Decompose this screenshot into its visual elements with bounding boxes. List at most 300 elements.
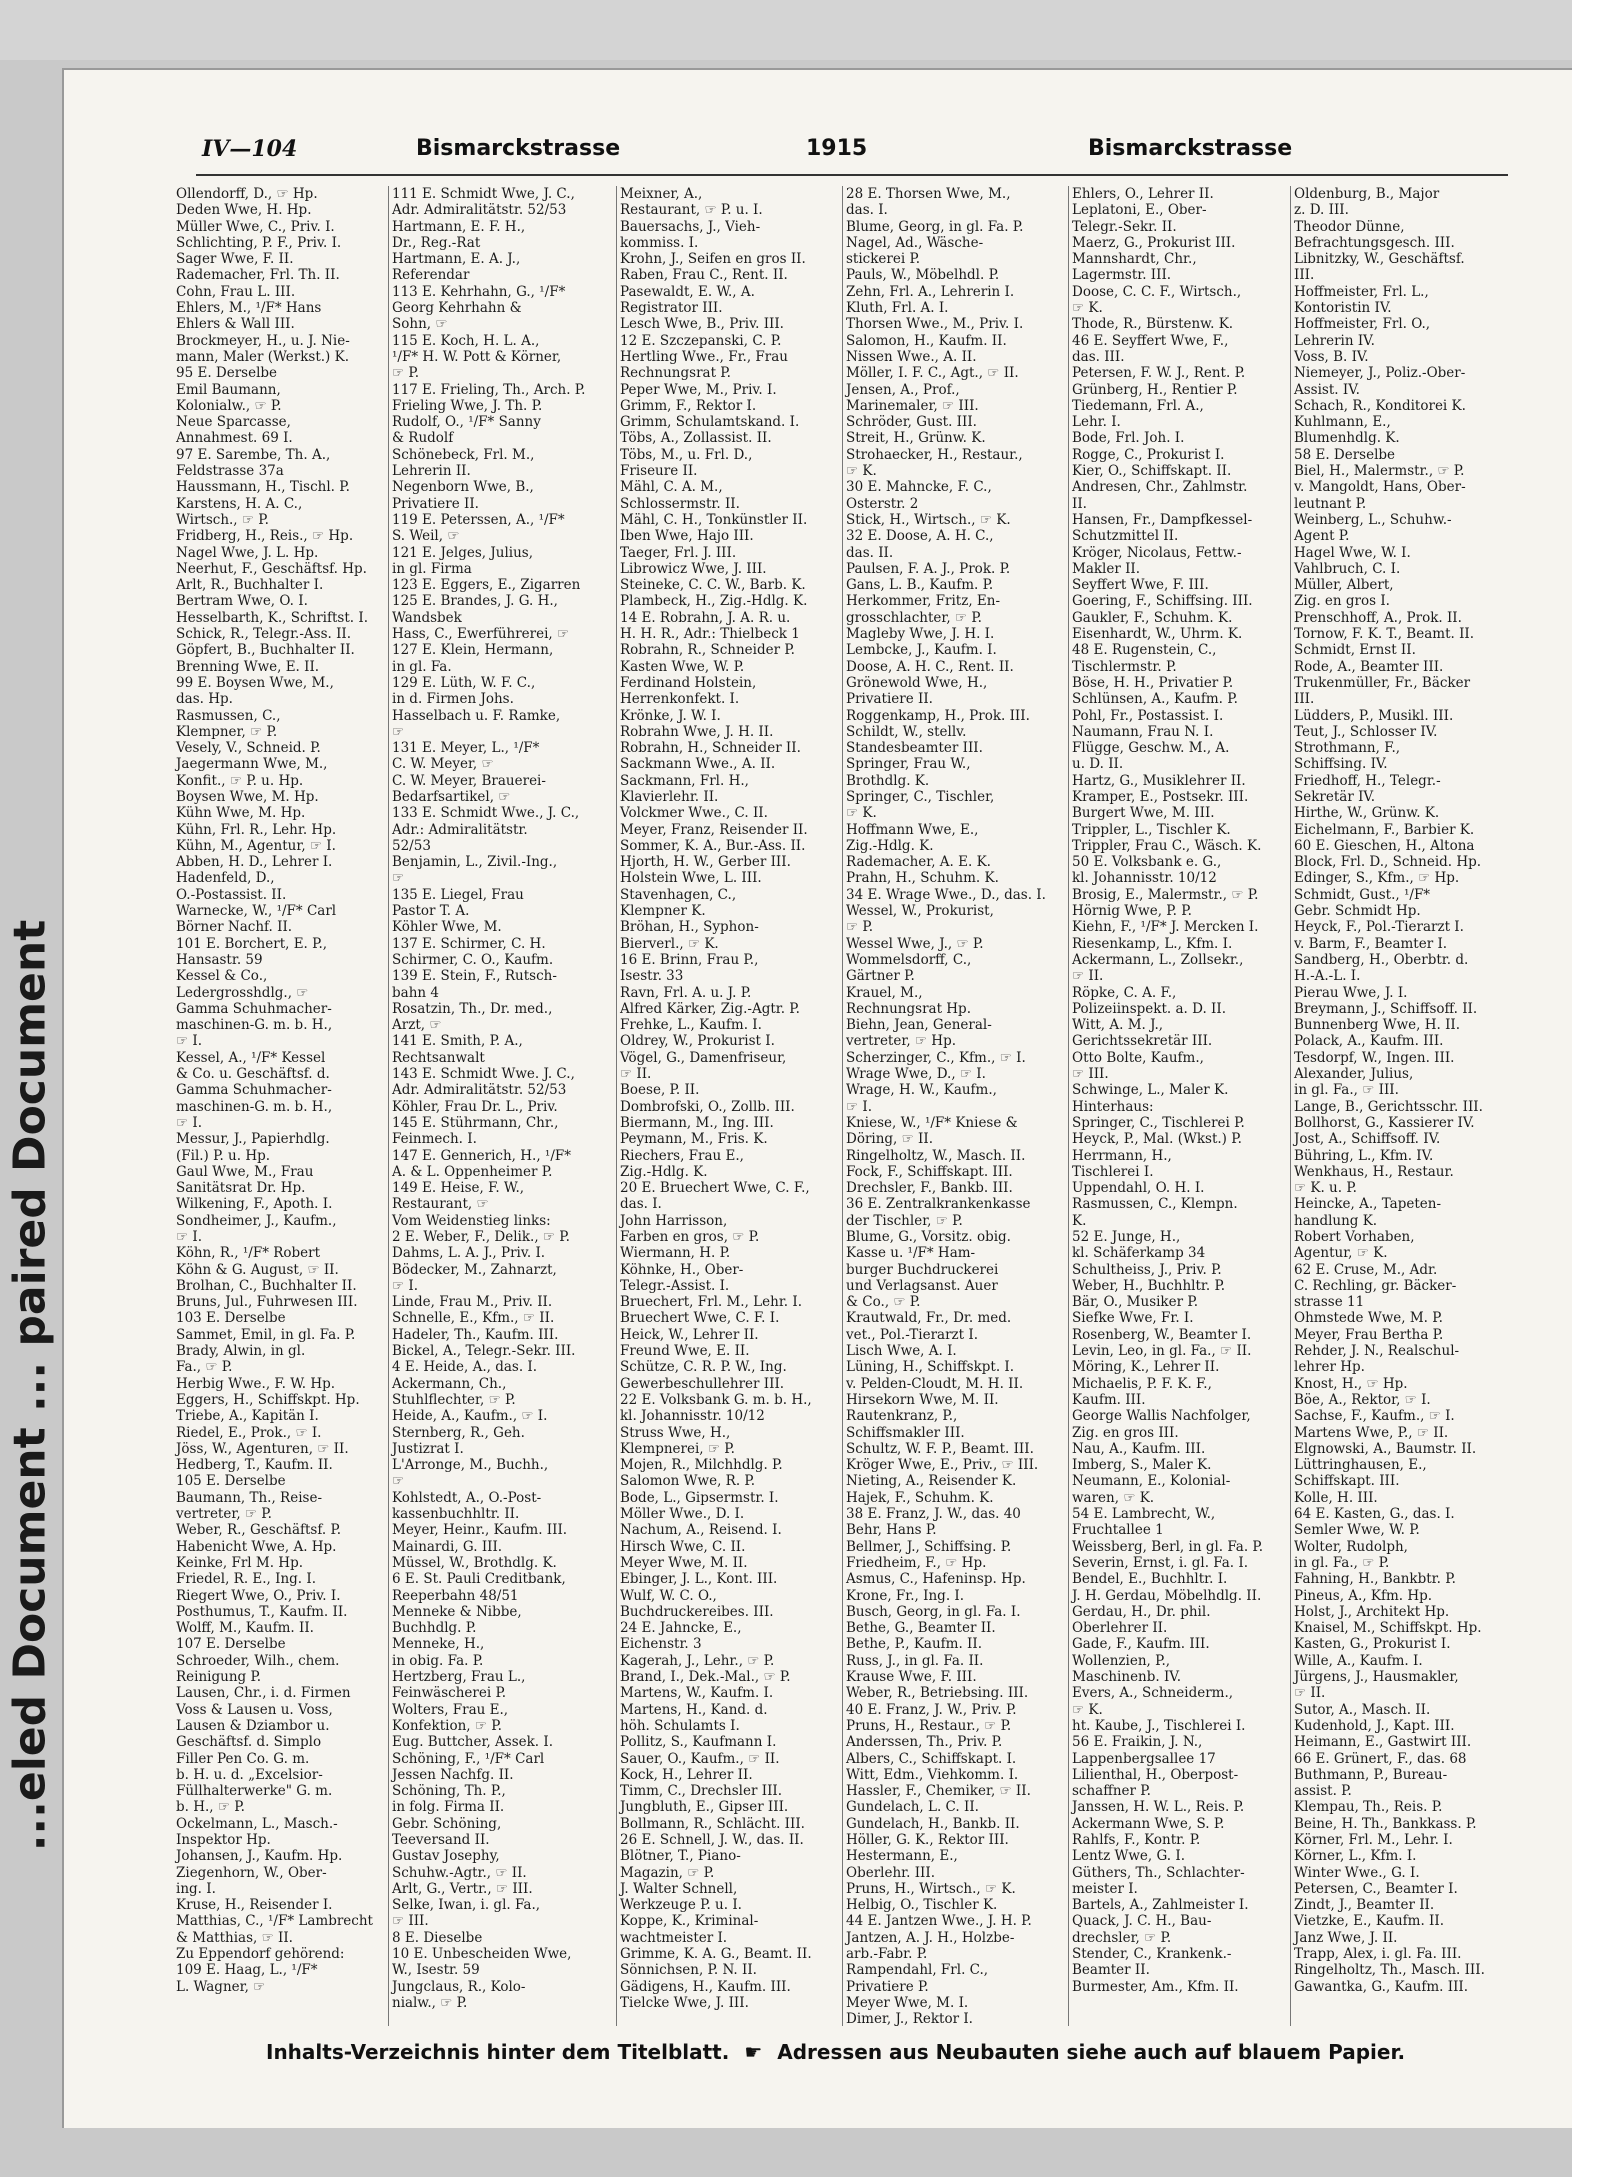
directory-entry-line: 115 E. Koch, H. L. A., [392, 332, 540, 349]
directory-entry-line: Busch, Georg, in gl. Fa. I. [846, 1603, 1021, 1620]
directory-entry-line: Breymann, J., Schiffsoff. II. [1294, 1000, 1478, 1017]
directory-entry-line: Kiehn, F., ¹/F* J. Mercken I. [1072, 919, 1259, 936]
directory-entry-line: Heide, A., Kaufm., ☞ I. [392, 1408, 548, 1425]
directory-entry-line: Rampendahl, Frl. C., [846, 1962, 989, 1979]
directory-entry-line: Schiffskapt. III. [1294, 1473, 1400, 1490]
directory-entry-line: 99 E. Boysen Wwe, M., [176, 674, 334, 691]
directory-entry-line: Lüdders, P., Musikl. III. [1294, 707, 1454, 724]
directory-entry-line: leutnant P. [1294, 495, 1367, 512]
directory-entry-line: das. I. [846, 202, 888, 219]
directory-entry-line: Kessel & Co., [176, 968, 268, 985]
directory-entry-line: Magazin, ☞ P. [620, 1864, 715, 1881]
directory-entry-line: Eichelmann, F., Barbier K. [1294, 821, 1475, 838]
directory-entry-line: Geschäftsf. d. Simplo [176, 1734, 322, 1751]
directory-entry-line: Bühring, L., Kfm. IV. [1294, 1147, 1434, 1164]
directory-entry-line: Kröger, Nicolaus, Fettw.- [1072, 544, 1242, 561]
directory-entry-line: Höller, G. K., Rektor III. [846, 1831, 1009, 1848]
directory-entry-line: kommiss. I. [620, 234, 699, 251]
directory-entry-line: 48 E. Rugenstein, C., [1072, 642, 1217, 659]
directory-entry-line: (Fil.) P. u. Hp. [176, 1147, 271, 1164]
directory-entry-line: Grönewold Wwe, H., [846, 674, 988, 691]
directory-entry-line: Beamter II. [1072, 1962, 1150, 1979]
directory-entry-line: Ledergrosshdlg., ☞ [176, 984, 309, 1001]
directory-entry-line: Befrachtungsgesch. III. [1294, 234, 1455, 251]
directory-entry-line: Krone, Fr., Ing. I. [846, 1587, 965, 1604]
directory-entry-line: Kagerah, J., Lehr., ☞ P. [620, 1652, 775, 1669]
directory-entry-line: Gade, F., Kaufm. III. [1072, 1636, 1210, 1653]
directory-entry-line: Michaelis, P. F. K. F., [1072, 1375, 1212, 1392]
directory-entry-line: das. I. [620, 1196, 662, 1213]
directory-entry-line: Stuhlflechter, ☞ P. [392, 1391, 516, 1408]
directory-entry-line: Hedberg, T., Kaufm. II. [176, 1457, 333, 1474]
directory-entry-line: Tischlermstr. P. [1072, 658, 1177, 675]
scan-right-edge [1572, 0, 1600, 2177]
directory-entry-line: Hörnig Wwe, P. P. [1072, 903, 1192, 920]
directory-entry-line: Gans, L. B., Kaufm. P. [846, 577, 994, 594]
directory-entry-line: Meyer Wwe, M. II. [620, 1554, 748, 1571]
directory-entry-line: Müller, Albert, [1294, 577, 1394, 594]
directory-entry-line: Eichenstr. 3 [620, 1636, 702, 1653]
directory-entry-line: in folg. Firma II. [392, 1799, 505, 1816]
directory-entry-line: Bödecker, M., Zahnarzt, [392, 1261, 557, 1278]
directory-entry-line: Lehr. I. [1072, 414, 1121, 431]
directory-entry-line: Reeperbahn 48/51 [392, 1587, 519, 1604]
directory-entry-line: Schmidt, Ernst II. [1294, 642, 1416, 659]
directory-entry-line: Schultz, W. F. P., Beamt. III. [846, 1440, 1034, 1457]
directory-entry-line: Weber, R., Betriebsing. III. [846, 1685, 1029, 1702]
directory-entry-line: Sommer, K. A., Bur.-Ass. II. [620, 837, 806, 854]
directory-entry-line: Witt, Edm., Viehkomm. I. [846, 1766, 1019, 1783]
directory-entry-line: kl. Johannisstr. 10/12 [1072, 870, 1217, 887]
directory-entry-line: Osterstr. 2 [846, 495, 919, 512]
directory-entry-line: Plambeck, H., Zig.-Hdlg. K. [620, 593, 808, 610]
directory-entry-line: Pohl, Fr., Postassist. I. [1072, 707, 1224, 724]
directory-entry-line: Vesely, V., Schneid. P. [176, 740, 321, 757]
directory-entry-line: Schick, R., Telegr.-Ass. II. [176, 626, 352, 643]
street-name-right: Bismarckstrasse [1088, 136, 1293, 161]
directory-entry-line: A. & L. Oppenheimer P. [392, 1163, 553, 1180]
directory-entry-line: Janssen, H. W. L., Reis. P. [1072, 1799, 1245, 1816]
directory-entry-line: Ziegenhorn, W., Ober- [176, 1864, 327, 1881]
directory-entry-line: Zehn, Frl. A., Lehrerin I. [846, 283, 1015, 300]
directory-entry-line: Witt, A. M. J., [1072, 1017, 1164, 1034]
directory-entry-line: schaffner P. [1072, 1783, 1151, 1800]
directory-entry-line: Wandsbek [392, 609, 462, 626]
directory-entry-line: u. D. II. [1072, 756, 1124, 773]
directory-entry-line: Standesbeamter III. [846, 740, 983, 757]
directory-entry-line: Güthers, Th., Schlachter- [1072, 1864, 1245, 1881]
directory-entry-line: Maschinenb. IV. [1072, 1669, 1181, 1686]
directory-entry-line: Klempau, Th., Reis. P. [1294, 1799, 1443, 1816]
directory-entry-line: Dr., Reg.-Rat [392, 234, 481, 251]
directory-entry-line: Ollendorff, D., ☞ Hp. [176, 186, 318, 202]
directory-entry-line: Andresen, Chr., Zahlmstr. [1072, 479, 1248, 496]
directory-entry-line: Jürgens, J., Hausmakler, [1294, 1669, 1459, 1686]
directory-entry-line: Iben Wwe, Hajo III. [620, 528, 754, 545]
directory-entry-line: Brolhan, C., Buchhalter II. [176, 1277, 357, 1294]
directory-entry-line: Feinwäscherei P. [392, 1685, 507, 1702]
directory-entry-line: 131 E. Meyer, L., ¹/F* [392, 740, 540, 757]
directory-entry-line: 46 E. Seyffert Wwe, F., [1072, 332, 1229, 349]
directory-entry-line: Koppe, K., Kriminal- [620, 1913, 759, 1930]
directory-entry-line: Makler II. [1072, 560, 1141, 577]
directory-entry-line: Rechnungsrat Hp. [846, 1000, 971, 1017]
directory-entry-line: Schöning, F., ¹/F* Carl [392, 1750, 545, 1767]
directory-entry-line: Bruechert, Frl. M., Lehr. I. [620, 1294, 803, 1311]
directory-entry-line: Gädigens, H., Kaufm. III. [620, 1978, 791, 1995]
directory-entry-line: Selke, Iwan, i. gl. Fa., [392, 1897, 541, 1914]
directory-entry-line: 30 E. Mahncke, F. C., [846, 479, 992, 496]
directory-entry-line: 44 E. Jantzen Wwe., J. H. P. [846, 1913, 1032, 1930]
directory-entry-line: J. H. Gerdau, Möbelhdlg. II. [1072, 1587, 1262, 1604]
directory-entry-line: Röpke, C. A. F., [1072, 984, 1177, 1001]
directory-entry-line: Knaisel, M., Schiffskpt. Hp. [1294, 1620, 1482, 1637]
directory-entry-line: J. Walter Schnell, [620, 1880, 738, 1897]
directory-entry-line: Jantzen, A. J. H., Holzbe- [846, 1929, 1015, 1946]
directory-entry-line: W., Isestr. 59 [392, 1962, 480, 1979]
directory-entry-line: Kühn Wwe, M. Hp. [176, 805, 306, 822]
directory-entry-line: Köhn, R., ¹/F* Robert [176, 1245, 321, 1262]
directory-entry-line: Frehke, L., Kaufm. I. [620, 1017, 762, 1034]
directory-entry-line: Rechtsanwalt [392, 1049, 485, 1066]
directory-entry-line: S. Weil, ☞ [392, 528, 460, 545]
directory-entry-line: Kohlstedt, A., O.-Post- [392, 1489, 542, 1506]
directory-entry-line: Ravn, Frl. A. u. J. P. [620, 984, 752, 1001]
directory-entry-line: Marinemaler, ☞ III. [846, 397, 979, 414]
directory-entry-line: 26 E. Schnell, J. W., das. II. [620, 1831, 804, 1848]
directory-entry-line: Konfektion, ☞ P. [392, 1717, 502, 1734]
directory-entry-line: Block, Frl. D., Schneid. Hp. [1294, 854, 1482, 871]
directory-entry-line: vet., Pol.-Tierarzt I. [846, 1326, 978, 1343]
directory-entry-line: Sternberg, R., Geh. [392, 1424, 525, 1441]
directory-entry-line: Kluth, Frl. A. I. [846, 300, 949, 317]
directory-entry-line: z. D. III. [1294, 202, 1349, 219]
directory-entry-line: Lentz Wwe, G. I. [1072, 1848, 1185, 1865]
directory-entry-line: Biel, H., Malermstr., ☞ P. [1294, 463, 1465, 480]
directory-entry-line: Grimm, F., Rektor I. [620, 397, 757, 414]
directory-entry-line: Rasmussen, C., [176, 707, 281, 724]
directory-entry-line: Ohmstede Wwe, M. P. [1294, 1310, 1443, 1327]
directory-entry-line: Sondheimer, J., Kaufm., [176, 1212, 337, 1229]
directory-entry-line: Sutor, A., Masch. II. [1294, 1701, 1431, 1718]
directory-entry-line: ☞ II. [1072, 968, 1104, 985]
directory-entry-line: Sohn, ☞ [392, 316, 448, 333]
directory-entry-line: Posthumus, T., Kaufm. II. [176, 1603, 348, 1620]
directory-entry-line: Herrenkonfekt. I. [620, 691, 740, 708]
directory-entry-line: Weissberg, Berl, in gl. Fa. P. [1072, 1538, 1264, 1555]
directory-entry-line: Levin, Leo, in gl. Fa., ☞ II. [1072, 1343, 1252, 1360]
directory-entry-line: Schönebeck, Frl. M., [392, 446, 535, 463]
directory-entry-line: Lisch Wwe, A. I. [846, 1343, 957, 1360]
directory-entry-line: das. III. [1072, 348, 1125, 365]
directory-entry-line: Bode, L., Gipsermstr. I. [620, 1489, 779, 1506]
directory-entry-line: Freund Wwe, E. II. [620, 1343, 750, 1360]
directory-entry-line: Hinterhaus: [1072, 1098, 1154, 1115]
directory-entry-line: Buthmann, P., Bureau- [1294, 1766, 1448, 1783]
directory-entry-line: Goering, F., Schiffsing. III. [1072, 593, 1253, 610]
directory-entry-line: 119 E. Peterssen, A., ¹/F* [392, 511, 565, 528]
directory-entry-line: Dimer, J., Rektor I. [846, 2011, 973, 2028]
directory-entry-line: 2 E. Weber, F., Delik., ☞ P. [392, 1229, 570, 1245]
directory-entry-line: Brockmeyer, H., u. J. Nie- [176, 332, 350, 349]
directory-entry-line: Schultheiss, J., Priv. P. [1072, 1261, 1222, 1278]
directory-entry-line: Sandberg, H., Oberbtr. d. [1294, 951, 1469, 968]
directory-entry-line: Doose, C. C. F., Wirtsch., [1072, 283, 1242, 300]
directory-entry-line: Bode, Frl. Joh. I. [1072, 430, 1185, 447]
directory-entry-line: Eug. Buttcher, Assek. I. [392, 1734, 554, 1751]
directory-entry-line: Lüning, H., Schiffskpt. I. [846, 1359, 1015, 1376]
directory-entry-line: Böse, H. H., Privatier P. [1072, 674, 1234, 691]
directory-entry-line: Rehder, J. N., Realschul- [1294, 1343, 1460, 1360]
directory-entry-line: Robrahn Wwe, J. H. II. [620, 723, 774, 740]
directory-entry-line: Heick, W., Lehrer II. [620, 1326, 759, 1343]
street-name-left: Bismarckstrasse [416, 136, 621, 161]
directory-entry-line: Emil Baumann, [176, 381, 281, 398]
directory-entry-line: Janz Wwe, J. II. [1294, 1929, 1398, 1946]
directory-entry-line: Winter Wwe., G. I. [1294, 1864, 1420, 1881]
directory-entry-line: v. Pelden-Cloudt, M. H. II. [846, 1375, 1024, 1392]
directory-entry-line: ☞ K. [846, 805, 877, 822]
directory-entry-line: Streit, H., Grünw. K. [846, 430, 986, 447]
directory-entry-line: 105 E. Derselbe [176, 1473, 286, 1490]
directory-entry-line: Pineus, A., Kfm. Hp. [1294, 1587, 1433, 1604]
directory-entry-line: Schnelle, E., Kfm., ☞ II. [392, 1310, 555, 1327]
directory-entry-line: Kruse, H., Reisender I. [176, 1897, 333, 1914]
directory-entry-line: Farben en gros, ☞ P. [620, 1229, 760, 1245]
directory-entry-line: Schach, R., Konditorei K. [1294, 397, 1466, 414]
directory-entry-line: Pruns, H., Restaur., ☞ P. [846, 1717, 1012, 1734]
directory-entry-line: Negenborn Wwe, B., [392, 479, 534, 496]
directory-entry-line: Gärtner P. [846, 968, 915, 985]
page-header [196, 132, 1508, 176]
directory-entry-line: Köhnke, H., Ober- [620, 1261, 744, 1278]
directory-entry-line: Bär, O., Musiker P. [1072, 1294, 1198, 1311]
directory-entry-line: Holst, J., Architekt Hp. [1294, 1603, 1450, 1620]
directory-entry-line: Kolonialw., ☞ P. [176, 397, 282, 414]
directory-entry-line: Bollhorst, G., Kassierer IV. [1294, 1114, 1475, 1131]
directory-entry-line: Buchhdlg. P. [392, 1620, 477, 1637]
directory-entry-line: Robrahn, R., Schneider P. [620, 642, 795, 659]
directory-entry-line: Hirsch Wwe, C. II. [620, 1538, 746, 1555]
directory-entry-line: Pruns, H., Wirtsch., ☞ K. [846, 1880, 1016, 1897]
directory-entry-line: Friseure II. [620, 463, 698, 480]
directory-entry-line: Jungclaus, R., Kolo- [392, 1978, 526, 1995]
directory-entry-line: Abben, H. D., Lehrer I. [176, 854, 333, 871]
directory-entry-line: Struss Wwe, H., [620, 1424, 731, 1441]
directory-entry-line: 133 E. Schmidt Wwe., J. C., [392, 805, 580, 822]
directory-entry-line: Knost, H., ☞ Hp. [1294, 1375, 1408, 1392]
directory-entry-line: Schröder, Gust. III. [846, 414, 977, 431]
directory-entry-line: kl. Schäferkamp 34 [1072, 1245, 1206, 1262]
directory-entry-line: Sekretär IV. [1294, 788, 1376, 805]
directory-entry-line: Assist. IV. [1294, 381, 1360, 398]
directory-entry-line: b. H. u. d. „Excelsior- [176, 1766, 323, 1783]
directory-entry-line: Hajek, F., Schuhm. K. [846, 1489, 994, 1506]
directory-entry-line: Otto Bolte, Kaufm., [1072, 1049, 1204, 1066]
directory-entry-line: Grünberg, H., Rentier P. [1072, 381, 1238, 398]
directory-entry-line: Bunnenberg Wwe, H. II. [1294, 1017, 1461, 1034]
directory-entry-line: Hagel Wwe, W. I. [1294, 544, 1411, 561]
directory-entry-line: Gundelach, H., Bankb. II. [846, 1815, 1020, 1832]
directory-entry-line: Hjorth, H. W., Gerber III. [620, 854, 791, 871]
directory-entry-line: Neue Sparcasse, [176, 414, 291, 431]
directory-entry-line: Pierau Wwe, J. I. [1294, 984, 1408, 1001]
directory-entry-line: Heyck, F., Pol.-Tierarzt I. [1294, 919, 1464, 936]
directory-entry-line: Voss & Lausen u. Voss, [176, 1701, 333, 1718]
directory-entry-line: Pauls, W., Möbelhdl. P. [846, 267, 1000, 284]
directory-entry-line: 135 E. Liegel, Frau [392, 886, 524, 903]
directory-entry-line: Robert Vorhaben, [1294, 1229, 1415, 1245]
directory-entry-line: Fock, F., Schiffskapt. III. [846, 1163, 1013, 1180]
directory-entry-line: Mähl, C. A. M., [620, 479, 723, 496]
directory-entry-line: Meyer Wwe, M. I. [846, 1994, 969, 2011]
directory-entry-line: Riesenkamp, L., Kfm. I. [1072, 935, 1233, 952]
directory-entry-line: Wille, A., Kaufm. I. [1294, 1652, 1423, 1669]
directory-entry-line: Lagermstr. III. [1072, 267, 1172, 284]
column-divider [1290, 186, 1291, 2026]
directory-entry-line: Bendel, E., Buchhltr. I. [1072, 1571, 1228, 1588]
directory-entry-line: 34 E. Wrage Wwe., D., das. I. [846, 886, 1046, 903]
directory-entry-line: ☞ III. [1072, 1066, 1109, 1083]
directory-entry-line: Imberg, S., Maler K. [1072, 1457, 1212, 1474]
directory-entry-line: burger Buchdruckerei [846, 1261, 999, 1278]
directory-entry-line: Kasten, G., Prokurist I. [1294, 1636, 1451, 1653]
directory-entry-line: Krauel, M., [846, 984, 923, 1001]
footer-index-note: Inhalts-Verzeichnis hinter dem Titelblatt. [266, 2040, 730, 2064]
directory-entry-line: b. H., ☞ P. [176, 1799, 245, 1816]
directory-entry-line: Grimme, K. A. G., Beamt. II. [620, 1946, 812, 1963]
directory-entry-line: 95 E. Derselbe [176, 365, 278, 382]
directory-entry-line: Scherzinger, C., Kfm., ☞ I. [846, 1049, 1026, 1066]
directory-entry-line: 143 E. Schmidt Wwe. J. C., [392, 1066, 575, 1083]
directory-entry-line: Adr.: Admiralitätstr. [392, 821, 528, 838]
directory-entry-line: Annahmest. 69 I. [176, 430, 293, 447]
directory-entry-line: Jessen Nachfg. II. [392, 1766, 514, 1783]
directory-entry-line: 111 E. Schmidt Wwe, J. C., [392, 186, 575, 202]
directory-entry-line: Nachum, A., Reisend. I. [620, 1522, 782, 1539]
directory-entry-line: Brothdlg. K. [846, 772, 930, 789]
directory-entry-line: Lehrerin II. [392, 463, 471, 480]
directory-entry-line: ¹/F* H. W. Pott & Körner, [392, 348, 562, 365]
directory-entry-line: Rode, A., Beamter III. [1294, 658, 1444, 675]
directory-entry-line: Böe, A., Rektor, ☞ I. [1294, 1391, 1431, 1408]
directory-entry-line: Bruechert Wwe, C. F. I. [620, 1310, 780, 1327]
directory-entry-line: Krause Wwe, F. III. [846, 1669, 977, 1686]
directory-entry-line: Zig.-Hdlg. K. [620, 1163, 708, 1180]
directory-entry-line: Karstens, H. A. C., [176, 495, 303, 512]
directory-entry-line: in d. Firmen Johs. [392, 691, 514, 708]
directory-entry-line: meister I. [1072, 1880, 1138, 1897]
column-divider [842, 186, 843, 2026]
directory-entry-line: Bartels, A., Zahlmeister I. [1072, 1897, 1249, 1914]
directory-entry-line: Schöning, Th. P., [392, 1783, 506, 1800]
directory-entry-line: Wiermann, H. P. [620, 1245, 731, 1262]
directory-entry-line: Arlt, G., Vertr., ☞ III. [392, 1880, 533, 1897]
directory-entry-line: Hadeler, Th., Kaufm. III. [392, 1326, 559, 1343]
directory-entry-line: Lesch Wwe, B., Priv. III. [620, 316, 784, 333]
directory-entry-line: 4 E. Heide, A., das. I. [392, 1359, 538, 1376]
directory-entry-line: Brady, Alwin, in gl. [176, 1343, 306, 1360]
directory-entry-line: Raben, Frau C., Rent. II. [620, 267, 788, 284]
directory-entry-line: Burgert Wwe, M. III. [1072, 805, 1215, 822]
directory-entry-line: Schlünsen, A., Kaufm. P. [1072, 691, 1238, 708]
directory-entry-line: Bertram Wwe, O. I. [176, 593, 308, 610]
directory-entry-line: Niemeyer, J., Poliz.-Ober- [1294, 365, 1466, 382]
directory-entry-line: Wessel Wwe, J., ☞ P. [846, 935, 984, 952]
directory-entry-line: Krönke, J. W. I. [620, 707, 721, 724]
directory-entry-line: Polack, A., Kaufm. III. [1294, 1033, 1444, 1050]
directory-entry-line: Hartz, G., Musiklehrer II. [1072, 772, 1246, 789]
directory-entry-line: Bollmann, R., Schlächt. III. [620, 1815, 805, 1832]
directory-entry-line: Eggers, H., Schiffskpt. Hp. [176, 1391, 360, 1408]
directory-entry-line: Brand, I., Dek.-Mal., ☞ P. [620, 1669, 791, 1686]
directory-entry-line: Zig.-Hdlg. K. [846, 837, 934, 854]
directory-entry-line: in obig. Fa. P. [392, 1652, 484, 1669]
directory-entry-line: Kasten Wwe, W. P. [620, 658, 745, 675]
directory-entry-line: Jungbluth, E., Gipser III. [620, 1799, 789, 1816]
directory-entry-line: Herbig Wwe., F. W. Hp. [176, 1375, 336, 1392]
directory-entry-line: Telegr.-Sekr. II. [1072, 218, 1177, 235]
directory-entry-line: George Wallis Nachfolger, [1072, 1408, 1251, 1425]
directory-entry-line: Meyer, Frau Bertha P. [1294, 1326, 1444, 1343]
directory-entry-line: John Harrisson, [620, 1212, 728, 1229]
directory-entry-line: ☞ [392, 723, 405, 740]
directory-entry-line: Flügge, Geschw. M., A. [1072, 740, 1230, 757]
directory-entry-line: Riedel, E., Prok., ☞ I. [176, 1424, 322, 1441]
directory-entry-line: 36 E. Zentralkrankenkasse [846, 1196, 1031, 1213]
directory-entry-line: 129 E. Lüth, W. F. C., [392, 674, 536, 691]
directory-entry-line: Schütze, C. R. P. W., Ing. [620, 1359, 787, 1376]
directory-entry-line: Wolter, Rudolph, [1294, 1538, 1408, 1555]
directory-entry-line: ☞ II. [1294, 1685, 1326, 1702]
directory-entry-line: Schirmer, C. O., Kaufm. [392, 951, 554, 968]
directory-entry-line: kl. Johannisstr. 10/12 [620, 1408, 765, 1425]
directory-entry-line: 52/53 [392, 837, 431, 854]
directory-entry-line: 139 E. Stein, F., Rutsch- [392, 968, 557, 985]
directory-entry-line: Hoffmeister, Frl. O., [1294, 316, 1431, 333]
directory-entry-line: ing. I. [176, 1880, 216, 1897]
directory-entry-line: handlung K. [1294, 1212, 1378, 1229]
directory-entry-line: Bedarfsartikel, ☞ [392, 788, 511, 805]
directory-entry-line: strasse 11 [1294, 1294, 1365, 1311]
directory-entry-line: Göpfert, B., Buchhalter II. [176, 642, 355, 659]
directory-entry-line: Rechnungsrat P. [620, 365, 731, 382]
directory-entry-line: 121 E. Jelges, Julius, [392, 544, 534, 561]
directory-entry-line: Döring, ☞ II. [846, 1131, 933, 1148]
directory-entry-line: Grimm, Schulamtskand. I. [620, 414, 800, 431]
directory-entry-line: Theodor Dünne, [1294, 218, 1405, 235]
directory-entry-line: Ringelholtz, W., Masch. II. [846, 1147, 1026, 1164]
directory-column-1 [176, 186, 386, 2034]
directory-entry-line: Bethe, P., Kaufm. II. [846, 1636, 982, 1653]
directory-entry-line: Tesdorpf, W., Ingen. III. [1294, 1049, 1455, 1066]
directory-entry-line: Friedheim, F., ☞ Hp. [846, 1554, 987, 1571]
directory-entry-line: Bickel, A., Telegr.-Sekr. III. [392, 1343, 576, 1360]
directory-entry-line: Helbig, O., Tischler K. [846, 1897, 998, 1914]
directory-entry-line: Nieting, A., Reisender K. [846, 1473, 1017, 1490]
directory-entry-line: Körner, L., Kfm. I. [1294, 1848, 1417, 1865]
directory-entry-line: Feinmech. I. [392, 1131, 477, 1148]
directory-entry-line: in gl. Fa., ☞ P. [1294, 1554, 1390, 1571]
directory-entry-line: Jost, A., Schiffsoff. IV. [1294, 1131, 1441, 1148]
directory-entry-line: Meyer, Franz, Reisender II. [620, 821, 808, 838]
directory-entry-line: Pollitz, S., Kaufmann I. [620, 1734, 777, 1751]
directory-entry-line: Blumenhdlg. K. [1294, 430, 1400, 447]
directory-entry-line: maschinen-G. m. b. H., [176, 1098, 333, 1115]
column-divider [1068, 186, 1069, 2026]
directory-entry-line: Schwinge, L., Maler K. [1072, 1082, 1229, 1099]
directory-entry-line: Körner, Frl. M., Lehr. I. [1294, 1831, 1453, 1848]
